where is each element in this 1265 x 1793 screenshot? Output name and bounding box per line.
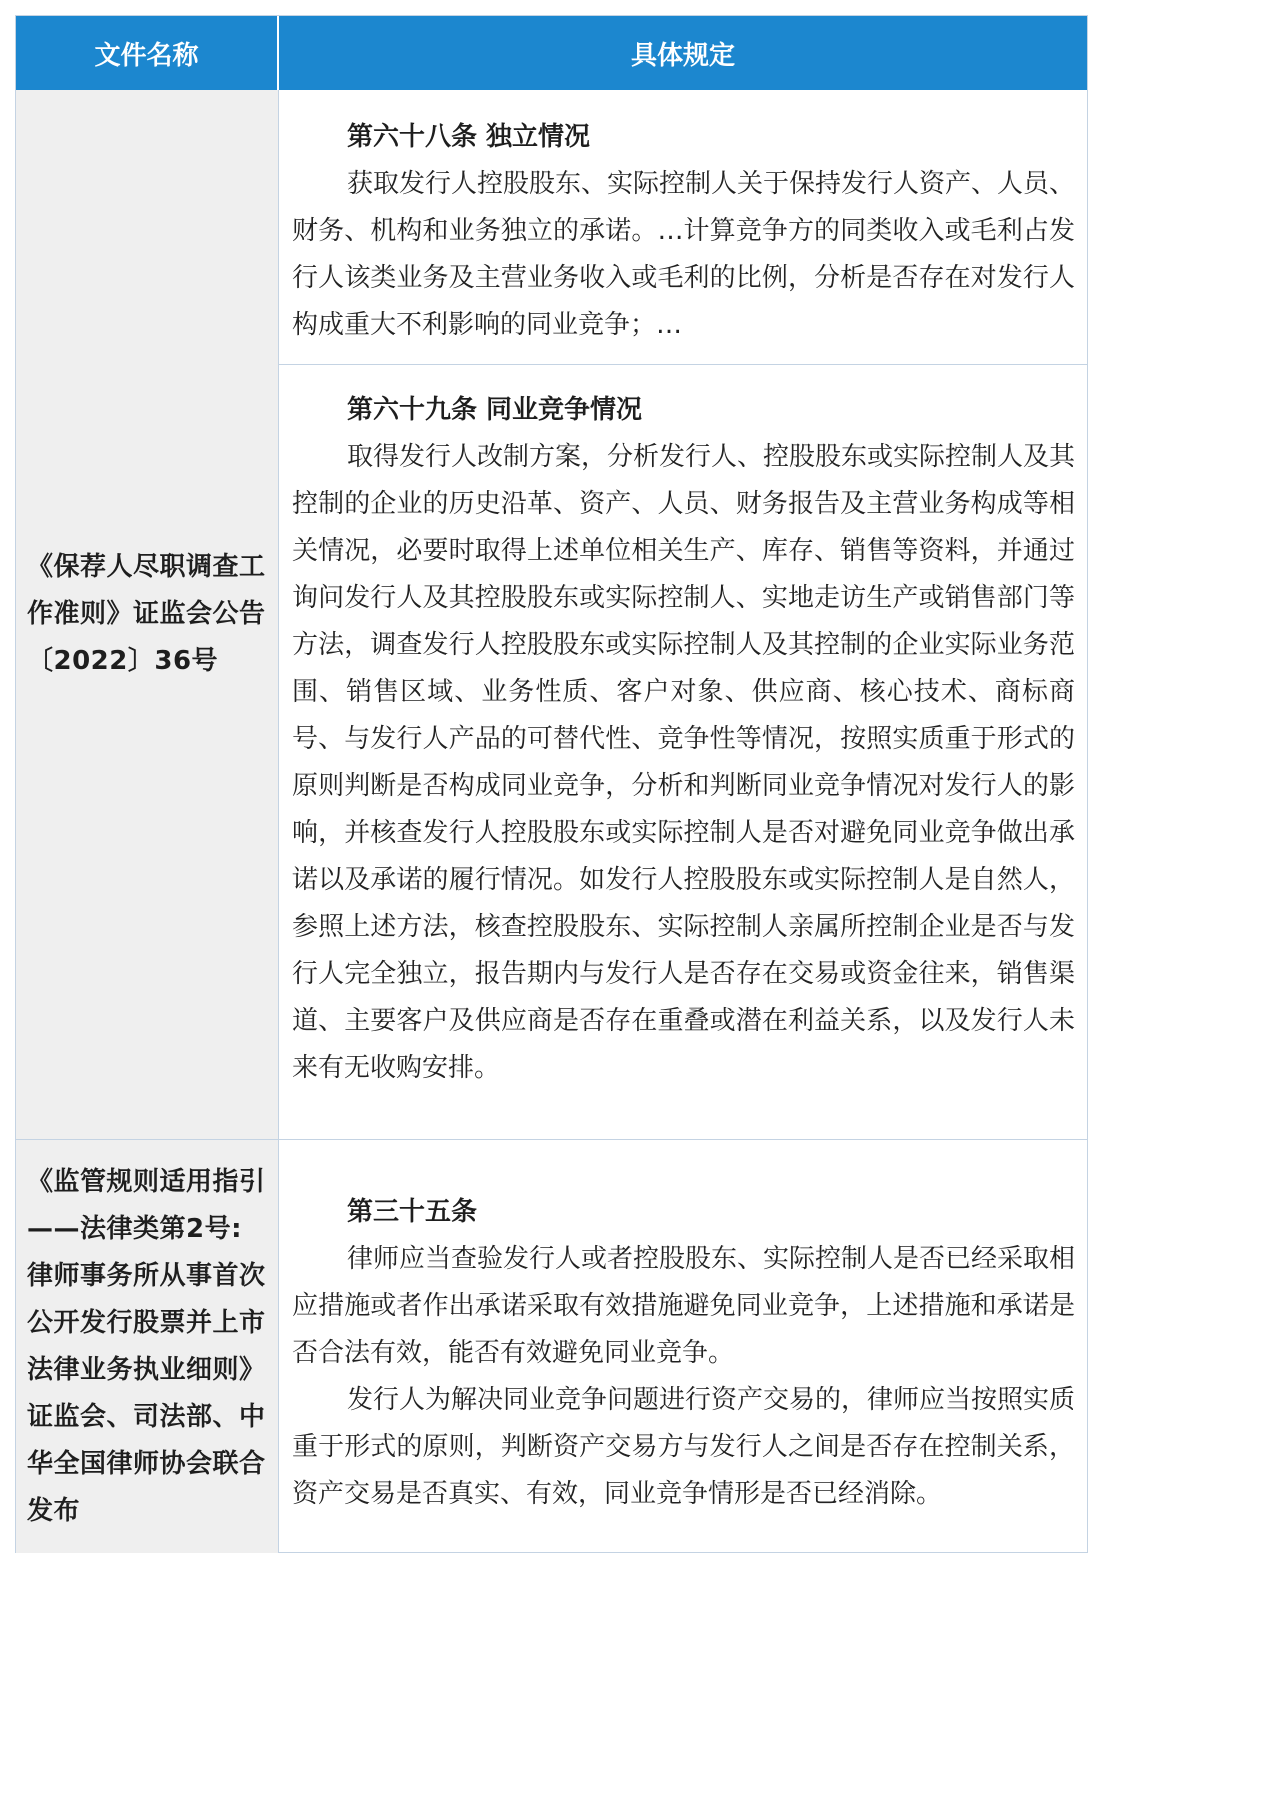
file-name-text: 《监管规则适用指引——法律类第2号:律师事务所从事首次公开发行股票并上市法律业务执业细则》证监会、司法部、中华全国律师协会联合发布	[27, 1166, 266, 1526]
column-header-specific-rules: 具体规定	[279, 16, 1087, 90]
rule-cell-article-68	[279, 90, 1087, 365]
article-paragraph: 获取发行人控股股东、实际控制人关于保持发行人资产、人员、财务、机构和业务独立的承诺。…计算竞争方的同类收入或毛利占发行人该类业务及主营业务收入或毛利的比例，分析是否存在对发行人构成重大不利影响的同业竞争；…	[292, 169, 1076, 340]
regulation-table	[15, 15, 1088, 1553]
file-name-cell	[16, 90, 279, 1139]
file-name-cell	[16, 1139, 279, 1553]
rule-cell-article-35	[279, 1139, 1087, 1553]
article-title: 第三十五条	[347, 1197, 478, 1227]
article-title: 第六十九条 同业竞争情况	[347, 395, 643, 425]
file-name-text: 《保荐人尽职调查工作准则》证监会公告〔2022〕36号	[27, 552, 266, 676]
rule-cell-article-69	[279, 365, 1087, 1139]
article-title: 第六十八条 独立情况	[347, 122, 591, 152]
column-header-file-name: 文件名称	[16, 16, 279, 90]
article-paragraph: 发行人为解决同业竞争问题进行资产交易的，律师应当按照实质重于形式的原则，判断资产交易方与发行人之间是否存在控制关系，资产交易是否真实、有效，同业竞争情形是否已经消除。	[292, 1385, 1076, 1509]
article-paragraph: 律师应当查验发行人或者控股股东、实际控制人是否已经采取相应措施或者作出承诺采取有效措施避免同业竞争，上述措施和承诺是否合法有效，能否有效避免同业竞争。	[292, 1244, 1076, 1368]
article-paragraph: 取得发行人改制方案，分析发行人、控股股东或实际控制人及其控制的企业的历史沿革、资产、人员、财务报告及主营业务构成等相关情况，必要时取得上述单位相关生产、库存、销售等资料，并通过询问发行人及其控股股东或实际控制人、实地走访生产或销售部门等方法，调查发行人控股股东或实际控制人及其控制的企业实际业务范围、销售区域、业务性质、客户对象、供应商、核心技术、商标商号、与发行人产品的可替代性、竞争性等情况，按照实质重于形式的原则判断是否构成同业竞争，分析和判断同业竞争情况对发行人的影响，并核查发行人控股股东或实际控制人是否对避免同业竞争做出承诺以及承诺的履行情况。如发行人控股股东或实际控制人是自然人，参照上述方法，核查控股股东、实际控制人亲属所控制企业是否与发行人完全独立，报告期内与发行人是否存在交易或资金往来，销售渠道、主要客户及供应商是否存在重叠或潜在利益关系，以及发行人未来有无收购安排。	[292, 442, 1076, 1083]
